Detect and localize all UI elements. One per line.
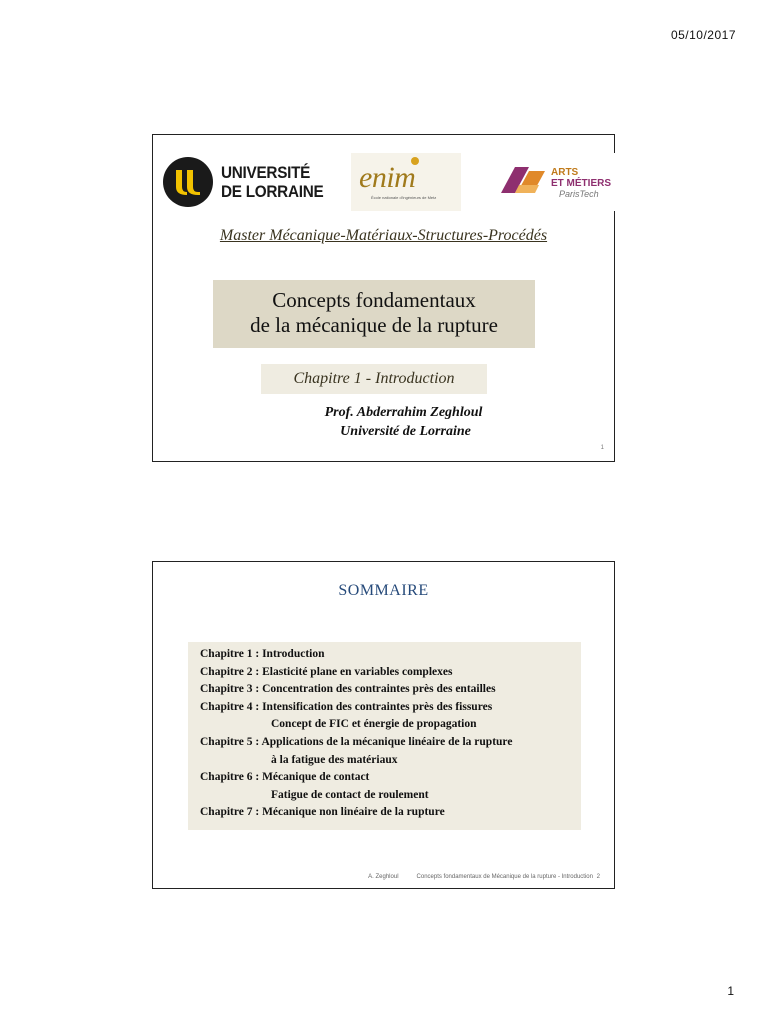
toc-item: Chapitre 1 : Introduction xyxy=(200,648,325,660)
page-number: 1 xyxy=(727,984,734,998)
author-name: Prof. Abderrahim Zeghloul xyxy=(324,405,483,420)
enim-wordmark: enim xyxy=(359,161,416,194)
universite-de-lorraine-logo xyxy=(163,155,323,209)
footer-author: A. Zeghloul xyxy=(368,874,399,880)
author-block xyxy=(153,403,614,441)
chapter-label: Chapitre 1 - Introduction xyxy=(261,364,487,394)
author-affiliation: Université de Lorraine xyxy=(340,424,471,439)
ul-logo-line2: DE LORRAINE xyxy=(221,182,324,201)
course-title-line2: de la mécanique de la rupture xyxy=(250,313,498,337)
toc-item: Chapitre 7 : Mécanique non linéaire de la rupture xyxy=(200,806,445,819)
enim-logo xyxy=(351,153,461,211)
table-of-contents xyxy=(188,642,581,830)
toc-item-sub: à la fatigue des matériaux xyxy=(271,753,398,766)
toc-item-sub: Concept de FIC et énergie de propagation xyxy=(271,718,477,731)
course-title-box xyxy=(213,280,535,348)
toc-item: Chapitre 4 : Intensification des contraintes près des fissures xyxy=(200,700,493,713)
toc-item: Chapitre 3 : Concentration des contraintes près des entailles xyxy=(200,683,496,696)
footer-title: Concepts fondamentaux de Mécanique de la rupture - Introduction xyxy=(416,874,593,880)
am-logo-line1: ARTS xyxy=(551,167,579,178)
course-title-line1: Concepts fondamentaux xyxy=(272,288,476,312)
toc-item-sub: Fatigue de contact de roulement xyxy=(271,788,429,801)
toc-item: Chapitre 2 : Elasticité plane en variables complexes xyxy=(200,665,453,678)
header-date: 05/10/2017 xyxy=(670,28,736,42)
master-program-title: Master Mécanique-Matériaux-Structures-Procédés xyxy=(219,227,548,244)
slide-number: 1 xyxy=(600,445,604,451)
arts-et-metiers-emblem-icon xyxy=(499,165,549,195)
toc-item: Chapitre 5 : Applications de la mécanique linéaire de la rupture xyxy=(200,735,513,748)
slide-1 xyxy=(152,134,615,462)
slide-2 xyxy=(152,561,615,889)
ul-logo-line1: UNIVERSITÉ xyxy=(221,163,311,182)
enim-subtitle: École nationale d'ingénieurs de Metz xyxy=(371,195,437,200)
arts-et-metiers-logo xyxy=(499,153,617,211)
toc-item: Chapitre 6 : Mécanique de contact xyxy=(200,771,370,784)
sommaire-title: SOMMAIRE xyxy=(338,582,429,599)
slide-footer xyxy=(350,874,600,880)
am-logo-line3: ParisTech xyxy=(559,189,599,199)
logo-row xyxy=(161,153,612,211)
am-logo-line2: ET MÉTIERS xyxy=(551,178,612,189)
footer-slide-number: 2 xyxy=(596,874,600,880)
ul-emblem-icon xyxy=(163,157,213,207)
